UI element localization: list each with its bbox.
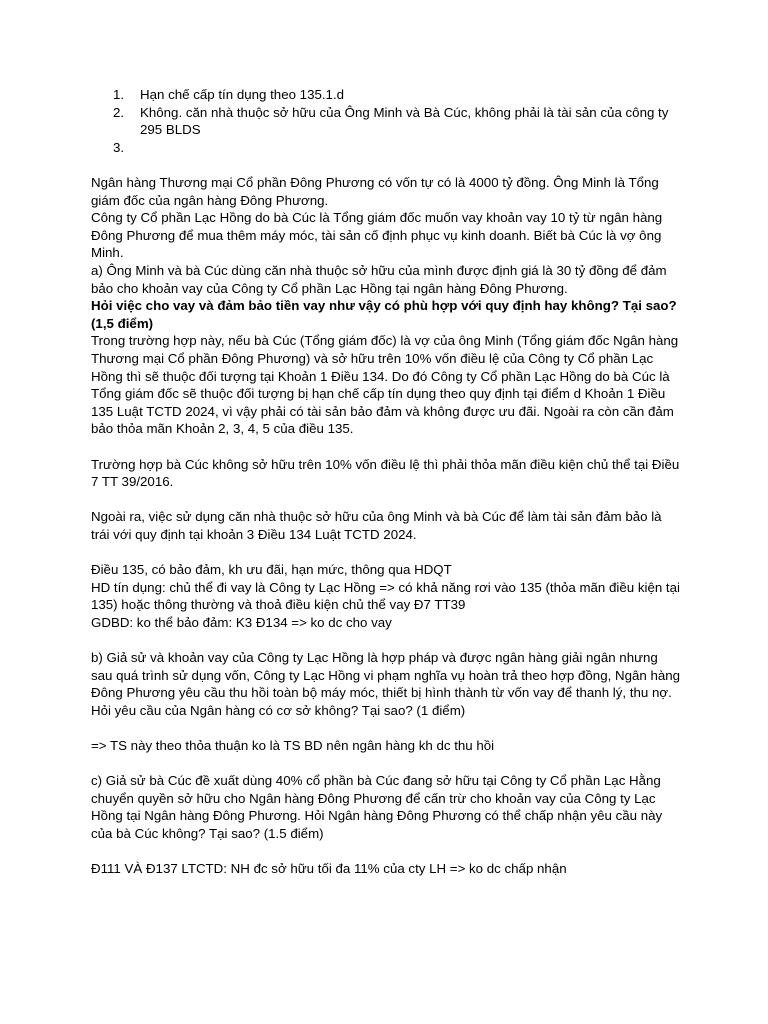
list-number: 3. xyxy=(113,139,125,155)
paragraph-company-loan: Công ty Cổ phần Lạc Hồng do bà Cúc là Tổng giám đốc muốn vay khoản vay 10 tỷ từ ngân hàng Đông Phương để mua thêm máy móc, tài sản cố định phục vụ kinh doanh. Biết bà Cúc là vợ ông Minh. xyxy=(91,210,663,261)
paragraph-question-a-bold: Hỏi việc cho vay và đảm bảo tiền vay như vậy có phù hợp với quy định hay không? Tại sao? (1,5 điểm) xyxy=(91,298,677,331)
list-item xyxy=(113,139,673,157)
list-item-text: Không. căn nhà thuộc sở hữu của Ông Minh và Bà Cúc, không phải là tài sản của công ty 295 BLDS xyxy=(140,104,669,138)
note-line-security-transaction: GDBD: ko thể bảo đảm: K3 Đ134 => ko dc cho vay xyxy=(91,614,392,630)
list-item xyxy=(113,86,673,104)
document-body xyxy=(91,174,681,878)
paragraph-question-b: b) Giả sử và khoản vay của Công ty Lạc Hồng là hợp pháp và được ngân hàng giải ngân nhưng sau quá trình sử dụng vốn, Công ty Lạc Hồng vi phạm nghĩa vụ hoàn trả theo hợp đồng, Ngân hàng Đông Phương yêu cầu thu hồi toàn bộ máy móc, thiết bị hình thành từ vốn vay để thanh lý, thu nợ. Hỏi yêu cầu của Ngân hàng có cơ sở không? Tại sao? (1 điểm) xyxy=(91,650,681,718)
spacer xyxy=(91,719,681,737)
list-item xyxy=(113,104,673,139)
spacer xyxy=(91,755,681,773)
note-line-credit-contract: HD tín dụng: chủ thể đi vay là Công ty Lạc Hồng => có khả năng rơi vào 135 (thỏa mãn điều kiện tại 135) hoặc thông thường và thoả điều kiện chủ thể vay Đ7 TT39 xyxy=(91,579,680,613)
paragraph-answer-a-case2: Trường hợp bà Cúc không sở hữu trên 10% vốn điều lệ thì phải thỏa mãn điều kiện chủ thể tại Điều 7 TT 39/2016. xyxy=(91,456,680,490)
paragraph-answer-b: => TS này theo thỏa thuận ko là TS BD nên ngân hàng kh dc thu hồi xyxy=(91,738,495,753)
paragraph-answer-a: Trong trường hợp này, nếu bà Cúc (Tổng giám đốc) là vợ của ông Minh (Tổng giám đốc Ngân hàng Thương mại Cổ phần Đông Phương) và sở hữu trên 10% vốn điều lệ của Công ty Cổ phần Lạc Hồng thì sẽ thuộc đối tượng tại Khoản 1 Điều 134. Do đó Công ty Cổ phần Lạc Hồng do bà Cúc là Tổng giám đốc sẽ thuộc đối tượng bị hạn chế cấp tín dụng theo quy định tại điểm d Khoản 1 Điều 135 Luật TCTD 2024, vì vậy phải có tài sản bảo đảm và không được ưu đãi. Ngoài ra còn cần đảm bảo thỏa mãn Khoản 2, 3, 4, 5 của điều 135. xyxy=(91,333,679,437)
spacer xyxy=(91,843,681,861)
list-number: 1. xyxy=(113,87,125,102)
paragraph-question-a: a) Ông Minh và bà Cúc dùng căn nhà thuộc sở hữu của mình được định giá là 30 tỷ đồng để đảm bảo cho khoản vay của Công ty Cổ phần Lạc Hồng tại ngân hàng Đông Phương. xyxy=(91,262,667,296)
list-number: 2. xyxy=(113,104,125,120)
spacer xyxy=(91,438,681,456)
paragraph-bank-intro: Ngân hàng Thương mại Cổ phần Đông Phương có vốn tự có là 4000 tỷ đồng. Ông Minh là Tổng giám đốc của ngân hàng Đông Phương. xyxy=(91,175,659,208)
spacer xyxy=(91,491,681,509)
paragraph-answer-a-extra: Ngoài ra, việc sử dụng căn nhà thuộc sở hữu của ông Minh và bà Cúc để làm tài sản đảm bảo là trái với quy định tại khoản 3 Điều 134 Luật TCTD 2024. xyxy=(91,509,662,542)
spacer xyxy=(91,543,681,561)
paragraph-answer-c: Đ111 VÀ Đ137 LTCTD: NH đc sở hữu tối đa 11% của cty LH => ko dc chấp nhận xyxy=(91,861,567,877)
spacer xyxy=(91,631,681,649)
list-item-text: Hạn chế cấp tín dụng theo 135.1.d xyxy=(140,87,345,102)
numbered-list xyxy=(113,86,673,156)
paragraph-question-c: c) Giả sử bà Cúc đề xuất dùng 40% cổ phần bà Cúc đang sở hữu tại Công ty Cổ phần Lạc Hằng chuyển quyền sở hữu cho Ngân hàng Đông Phương để cấn trừ cho khoản vay của Công ty Lạc Hồng tại Ngân hàng Đông Phương. Hỏi Ngân hàng Đông Phương có thể chấp nhận yêu cầu này của bà Cúc không? Tại sao? (1.5 điểm) xyxy=(91,773,663,841)
note-line-article-135: Điều 135, có bảo đảm, kh ưu đãi, hạn mức, thông qua HDQT xyxy=(91,562,452,578)
